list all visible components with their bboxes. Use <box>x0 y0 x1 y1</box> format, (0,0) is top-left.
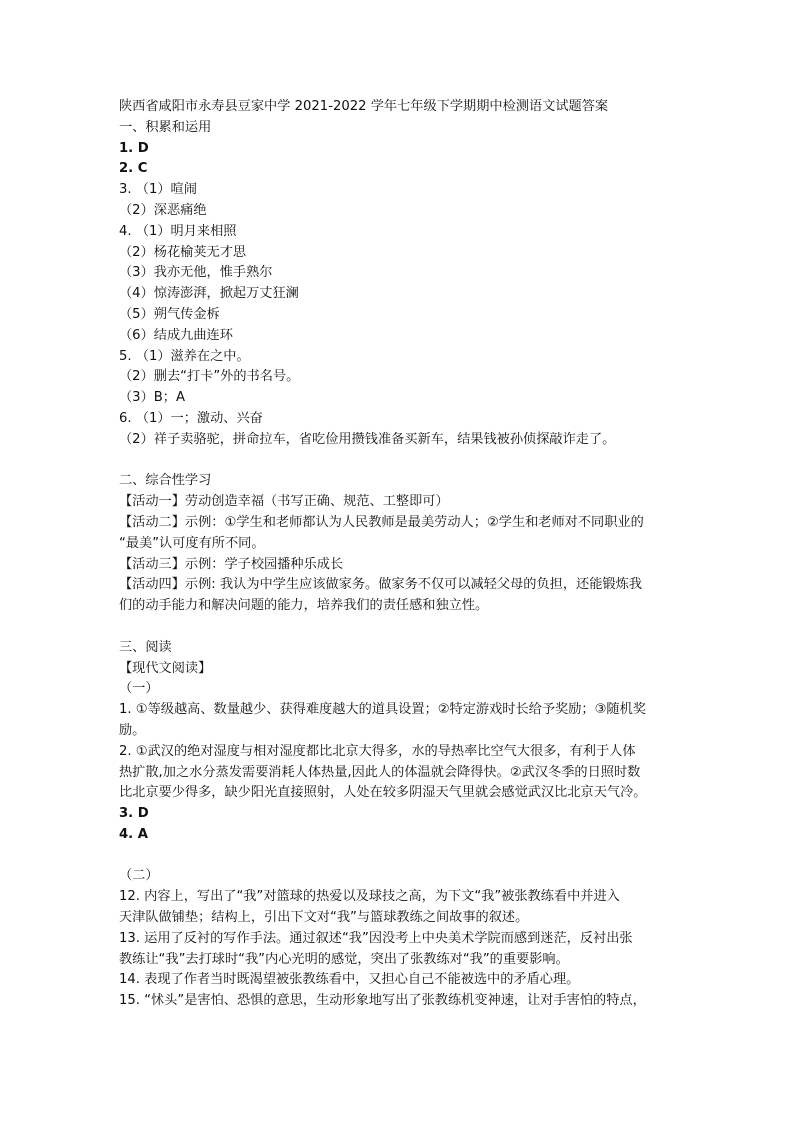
answer-line: 13. 运用了反衬的写作手法。通过叙述“我”因没考上中央美术学院而感到迷茫，反衬出张 <box>119 930 633 946</box>
answer-line: 【活动二】示例：①学生和老师都认为人民教师是最美劳动人；②学生和老师对不同职业的 <box>119 514 644 530</box>
answer-line: 1. D <box>119 140 149 156</box>
section-heading-reading: 三、阅读 <box>119 639 172 655</box>
answer-line: 6. （1）一；激动、兴奋 <box>119 410 263 426</box>
answer-line: （3）我亦无他，惟手熟尔 <box>119 265 273 281</box>
answer-line: 热扩散,加之水分蒸发需要消耗人体热量,因此人的体温就会降得快。②武汉冬季的日照时数 <box>119 764 641 780</box>
answer-line: 4. A <box>119 826 148 842</box>
answer-line: 励。 <box>119 722 146 738</box>
part-label-two: （二） <box>119 868 159 884</box>
part-label-one: （一） <box>119 681 159 697</box>
subsection-heading-modern-reading: 【现代文阅读】 <box>119 660 212 676</box>
answer-line: 【活动四】示例: 我认为中学生应该做家务。做家务不仅可以减轻父母的负担，还能锻炼我 <box>119 577 642 593</box>
answer-line: 15. “怵头”是害怕、恐惧的意思，生动形象地写出了张教练机变神速，让对手害怕的特点， <box>119 993 646 1009</box>
spacer <box>119 451 679 472</box>
answer-line: （3）B；A <box>119 390 186 406</box>
answer-line: （5）朔气传金柝 <box>119 306 220 322</box>
document-title: 陕西省咸阳市永寿县豆家中学 2021-2022 学年七年级下学期期中检测语文试题答案 <box>119 99 609 114</box>
answer-line: 们的动手能力和解决问题的能力，培养我们的责任感和独立性。 <box>119 598 489 614</box>
answer-line: （4）惊涛澎湃，掀起万丈狂澜 <box>119 286 299 302</box>
answer-line: （2）祥子卖骆驼，拼命拉车，省吃俭用攒钱准备买新车，结果钱被孙侦探敲诈走了。 <box>119 431 616 447</box>
answer-line: 5. （1）滋养在之中。 <box>119 348 250 364</box>
answer-line: 比北京要少得多，缺少阳光直接照射，人处在较多阴湿天气里就会感觉武汉比北京天气冷。 <box>119 785 647 801</box>
answer-line: 4. （1）明月来相照 <box>119 223 237 239</box>
answer-line: （6）结成九曲连环 <box>119 327 233 343</box>
answer-line: 3. （1）喧闹 <box>119 182 197 198</box>
section-heading-comprehensive: 二、综合性学习 <box>119 473 212 489</box>
answer-line: 1. ①等级越高、数量越少、获得难度越大的道具设置；②特定游戏时长给予奖励；③随机奖 <box>119 702 646 718</box>
answer-line: 14. 表现了作者当时既渴望被张教练看中，又担心自己不能被选中的矛盾心理。 <box>119 972 580 988</box>
answer-line: “最美”认可度有所不同。 <box>119 535 265 551</box>
answer-line: 2. ①武汉的绝对湿度与相对湿度都比北京大得多，水的导热率比空气大很多，有利于人体 <box>119 743 636 759</box>
answer-line: 【活动一】劳动创造幸福（书写正确、规范、工整即可） <box>119 494 449 510</box>
answer-line: （2）杨花榆荚无才思 <box>119 244 247 260</box>
answer-line: 教练让“我”去打球时“我”内心光明的感觉，突出了张教练对“我”的重要影响。 <box>119 951 569 967</box>
spacer <box>119 617 679 638</box>
spacer <box>119 846 679 867</box>
answer-document <box>119 97 679 1012</box>
answer-line: （2）删去“打卡”外的书名号。 <box>119 369 300 385</box>
answer-line: 天津队做铺垫；结构上，引出下文对“我”与篮球教练之间故事的叙述。 <box>119 910 529 926</box>
section-heading-accumulation: 一、积累和运用 <box>119 119 212 135</box>
answer-line: （2）深恶痛绝 <box>119 202 207 218</box>
answer-line: 3. D <box>119 806 149 822</box>
answer-line: 【活动三】示例：学子校园播种乐成长 <box>119 556 344 572</box>
answer-line: 2. C <box>119 161 148 177</box>
answer-line: 12. 内容上，写出了“我”对篮球的热爱以及球技之高，为下文“我”被张教练看中并进入 <box>119 889 620 905</box>
